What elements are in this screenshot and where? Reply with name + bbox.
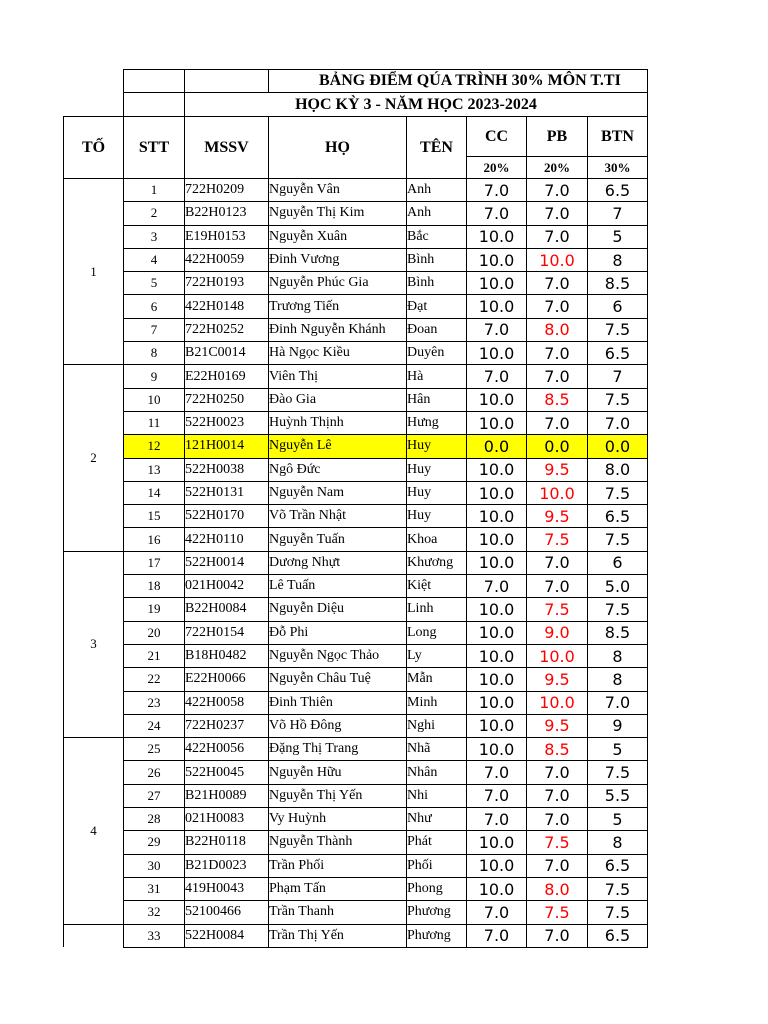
stt-cell: 18 (124, 575, 185, 598)
given-name-cell: Đạt (407, 295, 467, 318)
given-name-cell: Hưng (407, 411, 467, 434)
mssv-cell: 021H0083 (185, 808, 269, 831)
stt-cell: 17 (124, 551, 185, 574)
table-row (64, 831, 648, 854)
given-name-cell: Khương (407, 551, 467, 574)
surname-cell: Đặng Thị Trang (269, 738, 407, 761)
cc-score-cell: 10.0 (467, 854, 527, 877)
pb-score-cell: 7.0 (527, 924, 588, 947)
mssv-cell: 722H0209 (185, 179, 269, 202)
btn-score-cell: 7.5 (588, 761, 648, 784)
table-row (64, 248, 648, 271)
pb-score-cell: 7.5 (527, 831, 588, 854)
header-btn-weight: 30% (588, 157, 648, 179)
cc-score-cell: 7.0 (467, 761, 527, 784)
header-mssv: MSSV (185, 117, 269, 179)
sheet-title: BẢNG ĐIỂM QÚA TRÌNH 30% MÔN T.TI (269, 70, 648, 93)
btn-score-cell: 8 (588, 831, 648, 854)
cc-score-cell: 10.0 (467, 691, 527, 714)
pb-score-cell: 7.0 (527, 202, 588, 225)
header-row (64, 117, 648, 157)
table-row (64, 668, 648, 691)
btn-score-cell: 6.5 (588, 505, 648, 528)
mssv-cell: 021H0042 (185, 575, 269, 598)
btn-score-cell: 7.5 (588, 388, 648, 411)
header-pb: PB (527, 117, 588, 157)
given-name-cell: Hân (407, 388, 467, 411)
mssv-cell: 422H0059 (185, 248, 269, 271)
btn-score-cell: 5 (588, 738, 648, 761)
pb-score-cell: 7.0 (527, 784, 588, 807)
cc-score-cell: 10.0 (467, 528, 527, 551)
btn-score-cell: 6.5 (588, 924, 648, 947)
table-row (64, 784, 648, 807)
table-row (64, 365, 648, 388)
table-row (64, 854, 648, 877)
pb-score-cell: 8.5 (527, 738, 588, 761)
mssv-cell: 419H0043 (185, 877, 269, 900)
surname-cell: Phạm Tấn (269, 877, 407, 900)
btn-score-cell: 8 (588, 644, 648, 667)
given-name-cell: Kiệt (407, 575, 467, 598)
mssv-cell: B21H0089 (185, 784, 269, 807)
given-name-cell: Phương (407, 924, 467, 947)
cc-score-cell: 10.0 (467, 342, 527, 365)
stt-cell: 3 (124, 225, 185, 248)
btn-score-cell: 6 (588, 551, 648, 574)
table-row (64, 901, 648, 924)
btn-score-cell: 7.5 (588, 901, 648, 924)
pb-score-cell: 9.5 (527, 714, 588, 737)
table-row (64, 738, 648, 761)
header-to: TỐ (64, 117, 124, 179)
cc-score-cell: 7.0 (467, 924, 527, 947)
cc-score-cell: 10.0 (467, 877, 527, 900)
pb-score-cell: 7.0 (527, 295, 588, 318)
btn-score-cell: 8.5 (588, 621, 648, 644)
given-name-cell: Anh (407, 179, 467, 202)
surname-cell: Võ Trần Nhật (269, 505, 407, 528)
mssv-cell: E22H0066 (185, 668, 269, 691)
btn-score-cell: 5.5 (588, 784, 648, 807)
pb-score-cell: 7.0 (527, 225, 588, 248)
pb-score-cell: 7.0 (527, 854, 588, 877)
surname-cell: Đỗ Phi (269, 621, 407, 644)
table-row (64, 179, 648, 202)
cc-score-cell: 10.0 (467, 458, 527, 481)
btn-score-cell: 6.5 (588, 854, 648, 877)
mssv-cell: 522H0023 (185, 411, 269, 434)
title-row-1 (64, 70, 648, 93)
group-number: 1 (64, 179, 124, 365)
pb-score-cell: 10.0 (527, 481, 588, 504)
mssv-cell: E19H0153 (185, 225, 269, 248)
surname-cell: Trần Thanh (269, 901, 407, 924)
pb-score-cell: 7.0 (527, 179, 588, 202)
btn-score-cell: 6.5 (588, 342, 648, 365)
mssv-cell: 121H0014 (185, 435, 269, 458)
given-name-cell: Mẫn (407, 668, 467, 691)
mssv-cell: 422H0058 (185, 691, 269, 714)
given-name-cell: Nhi (407, 784, 467, 807)
cc-score-cell: 7.0 (467, 575, 527, 598)
header-cc: CC (467, 117, 527, 157)
mssv-cell: B22H0084 (185, 598, 269, 621)
table-row (64, 458, 648, 481)
table-row (64, 435, 648, 458)
pb-score-cell: 7.5 (527, 598, 588, 621)
stt-cell: 8 (124, 342, 185, 365)
stt-cell: 22 (124, 668, 185, 691)
btn-score-cell: 6 (588, 295, 648, 318)
stt-cell: 11 (124, 411, 185, 434)
stt-cell: 23 (124, 691, 185, 714)
given-name-cell: Bình (407, 272, 467, 295)
btn-score-cell: 7.5 (588, 877, 648, 900)
pb-score-cell: 9.5 (527, 505, 588, 528)
given-name-cell: Phương (407, 901, 467, 924)
mssv-cell: 52100466 (185, 901, 269, 924)
given-name-cell: Phối (407, 854, 467, 877)
given-name-cell: Hà (407, 365, 467, 388)
stt-cell: 26 (124, 761, 185, 784)
btn-score-cell: 8 (588, 248, 648, 271)
surname-cell: Nguyễn Thành (269, 831, 407, 854)
table-row (64, 761, 648, 784)
btn-score-cell: 6.5 (588, 179, 648, 202)
header-ho: HỌ (269, 117, 407, 179)
title-row-2 (64, 93, 648, 117)
mssv-cell: E22H0169 (185, 365, 269, 388)
stt-cell: 6 (124, 295, 185, 318)
stt-cell: 14 (124, 481, 185, 504)
cc-score-cell: 7.0 (467, 318, 527, 341)
surname-cell: Nguyễn Tuấn (269, 528, 407, 551)
pb-score-cell: 7.0 (527, 411, 588, 434)
pb-score-cell: 10.0 (527, 691, 588, 714)
pb-score-cell: 7.0 (527, 342, 588, 365)
given-name-cell: Khoa (407, 528, 467, 551)
pb-score-cell: 9.5 (527, 668, 588, 691)
given-name-cell: Huy (407, 481, 467, 504)
table-row (64, 598, 648, 621)
surname-cell: Ngô Đức (269, 458, 407, 481)
header-ten: TÊN (407, 117, 467, 179)
table-row (64, 225, 648, 248)
cc-score-cell: 10.0 (467, 225, 527, 248)
stt-cell: 21 (124, 644, 185, 667)
pb-score-cell: 8.0 (527, 877, 588, 900)
cc-score-cell: 10.0 (467, 738, 527, 761)
btn-score-cell: 5.0 (588, 575, 648, 598)
given-name-cell: Đoan (407, 318, 467, 341)
btn-score-cell: 5 (588, 225, 648, 248)
surname-cell: Viên Thị (269, 365, 407, 388)
stt-cell: 19 (124, 598, 185, 621)
stt-cell: 29 (124, 831, 185, 854)
semester-title: HỌC KỲ 3 - NĂM HỌC 2023-2024 (185, 93, 648, 117)
stt-cell: 2 (124, 202, 185, 225)
btn-score-cell: 7.5 (588, 481, 648, 504)
pb-score-cell: 7.0 (527, 575, 588, 598)
stt-cell: 12 (124, 435, 185, 458)
group-number: 4 (64, 738, 124, 924)
given-name-cell: Huy (407, 458, 467, 481)
given-name-cell: Phong (407, 877, 467, 900)
mssv-cell: B18H0482 (185, 644, 269, 667)
mssv-cell: B22H0123 (185, 202, 269, 225)
cc-score-cell: 10.0 (467, 248, 527, 271)
cc-score-cell: 10.0 (467, 621, 527, 644)
surname-cell: Nguyễn Lê (269, 435, 407, 458)
stt-cell: 20 (124, 621, 185, 644)
surname-cell: Nguyễn Diệu (269, 598, 407, 621)
table-row (64, 528, 648, 551)
table-row (64, 202, 648, 225)
stt-cell: 28 (124, 808, 185, 831)
table-row (64, 481, 648, 504)
cc-score-cell: 10.0 (467, 295, 527, 318)
pb-score-cell: 7.0 (527, 808, 588, 831)
table-row (64, 877, 648, 900)
pb-score-cell: 7.5 (527, 528, 588, 551)
pb-score-cell: 0.0 (527, 435, 588, 458)
surname-cell: Trần Thị Yến (269, 924, 407, 947)
mssv-cell: 722H0252 (185, 318, 269, 341)
surname-cell: Đào Gia (269, 388, 407, 411)
cc-score-cell: 10.0 (467, 272, 527, 295)
pb-score-cell: 8.0 (527, 318, 588, 341)
given-name-cell: Ly (407, 644, 467, 667)
stt-cell: 5 (124, 272, 185, 295)
pb-score-cell: 10.0 (527, 248, 588, 271)
surname-cell: Nguyễn Ngọc Thảo (269, 644, 407, 667)
cc-score-cell: 7.0 (467, 808, 527, 831)
stt-cell: 13 (124, 458, 185, 481)
pb-score-cell: 7.0 (527, 365, 588, 388)
stt-cell: 15 (124, 505, 185, 528)
pb-score-cell: 9.0 (527, 621, 588, 644)
stt-cell: 24 (124, 714, 185, 737)
cc-score-cell: 10.0 (467, 831, 527, 854)
table-row (64, 272, 648, 295)
cc-score-cell: 7.0 (467, 784, 527, 807)
btn-score-cell: 7.5 (588, 598, 648, 621)
surname-cell: Nguyễn Phúc Gia (269, 272, 407, 295)
cc-score-cell: 10.0 (467, 668, 527, 691)
pb-score-cell: 8.5 (527, 388, 588, 411)
stt-cell: 4 (124, 248, 185, 271)
table-row (64, 714, 648, 737)
given-name-cell: Bắc (407, 225, 467, 248)
surname-cell: Nguyễn Thị Yến (269, 784, 407, 807)
btn-score-cell: 5 (588, 808, 648, 831)
stt-cell: 16 (124, 528, 185, 551)
mssv-cell: 522H0014 (185, 551, 269, 574)
cc-score-cell: 10.0 (467, 644, 527, 667)
surname-cell: Vy Huỳnh (269, 808, 407, 831)
stt-cell: 30 (124, 854, 185, 877)
table-row (64, 551, 648, 574)
mssv-cell: 522H0131 (185, 481, 269, 504)
cc-score-cell: 10.0 (467, 551, 527, 574)
group-number: 3 (64, 551, 124, 737)
stt-cell: 7 (124, 318, 185, 341)
surname-cell: Trần Phối (269, 854, 407, 877)
given-name-cell: Huy (407, 505, 467, 528)
surname-cell: Huỳnh Thịnh (269, 411, 407, 434)
surname-cell: Nguyễn Thị Kim (269, 202, 407, 225)
surname-cell: Võ Hồ Đông (269, 714, 407, 737)
mssv-cell: 522H0045 (185, 761, 269, 784)
given-name-cell: Như (407, 808, 467, 831)
cc-score-cell: 10.0 (467, 388, 527, 411)
table-row (64, 295, 648, 318)
table-row (64, 621, 648, 644)
given-name-cell: Duyên (407, 342, 467, 365)
given-name-cell: Anh (407, 202, 467, 225)
given-name-cell: Minh (407, 691, 467, 714)
table-row (64, 411, 648, 434)
pb-score-cell: 10.0 (527, 644, 588, 667)
btn-score-cell: 0.0 (588, 435, 648, 458)
cc-score-cell: 7.0 (467, 901, 527, 924)
mssv-cell: B21C0014 (185, 342, 269, 365)
surname-cell: Nguyễn Xuân (269, 225, 407, 248)
table-row (64, 342, 648, 365)
btn-score-cell: 7.0 (588, 691, 648, 714)
stt-cell: 10 (124, 388, 185, 411)
given-name-cell: Nhã (407, 738, 467, 761)
cc-score-cell: 10.0 (467, 598, 527, 621)
surname-cell: Trương Tiến (269, 295, 407, 318)
cc-score-cell: 7.0 (467, 365, 527, 388)
table-row (64, 505, 648, 528)
group-number (64, 924, 124, 947)
given-name-cell: Long (407, 621, 467, 644)
mssv-cell: 422H0056 (185, 738, 269, 761)
cc-score-cell: 10.0 (467, 481, 527, 504)
mssv-cell: 422H0110 (185, 528, 269, 551)
stt-cell: 25 (124, 738, 185, 761)
given-name-cell: Huy (407, 435, 467, 458)
btn-score-cell: 7.5 (588, 528, 648, 551)
given-name-cell: Bình (407, 248, 467, 271)
btn-score-cell: 8 (588, 668, 648, 691)
table-row (64, 388, 648, 411)
group-number: 2 (64, 365, 124, 551)
mssv-cell: 422H0148 (185, 295, 269, 318)
stt-cell: 31 (124, 877, 185, 900)
header-btn: BTN (588, 117, 648, 157)
surname-cell: Lê Tuấn (269, 575, 407, 598)
surname-cell: Nguyễn Châu Tuệ (269, 668, 407, 691)
given-name-cell: Nghi (407, 714, 467, 737)
stt-cell: 1 (124, 179, 185, 202)
table-row (64, 691, 648, 714)
cc-score-cell: 7.0 (467, 202, 527, 225)
cc-score-cell: 10.0 (467, 411, 527, 434)
table-row (64, 318, 648, 341)
pb-score-cell: 9.5 (527, 458, 588, 481)
surname-cell: Đinh Vương (269, 248, 407, 271)
mssv-cell: 722H0237 (185, 714, 269, 737)
surname-cell: Nguyễn Vân (269, 179, 407, 202)
btn-score-cell: 8.0 (588, 458, 648, 481)
surname-cell: Nguyễn Hữu (269, 761, 407, 784)
mssv-cell: 722H0250 (185, 388, 269, 411)
surname-cell: Dương Nhựt (269, 551, 407, 574)
surname-cell: Đinh Nguyễn Khánh (269, 318, 407, 341)
table-row (64, 644, 648, 667)
mssv-cell: 722H0154 (185, 621, 269, 644)
given-name-cell: Linh (407, 598, 467, 621)
stt-cell: 9 (124, 365, 185, 388)
mssv-cell: 522H0038 (185, 458, 269, 481)
given-name-cell: Phát (407, 831, 467, 854)
cc-score-cell: 10.0 (467, 714, 527, 737)
header-stt: STT (124, 117, 185, 179)
given-name-cell: Nhân (407, 761, 467, 784)
pb-score-cell: 7.0 (527, 551, 588, 574)
cc-score-cell: 10.0 (467, 505, 527, 528)
table-row (64, 575, 648, 598)
btn-score-cell: 7.0 (588, 411, 648, 434)
pb-score-cell: 7.5 (527, 901, 588, 924)
btn-score-cell: 8.5 (588, 272, 648, 295)
cc-score-cell: 7.0 (467, 179, 527, 202)
mssv-cell: 522H0084 (185, 924, 269, 947)
stt-cell: 27 (124, 784, 185, 807)
mssv-cell: 722H0193 (185, 272, 269, 295)
table-row (64, 808, 648, 831)
header-pb-weight: 20% (527, 157, 588, 179)
surname-cell: Hà Ngọc Kiều (269, 342, 407, 365)
header-cc-weight: 20% (467, 157, 527, 179)
btn-score-cell: 7 (588, 365, 648, 388)
btn-score-cell: 7 (588, 202, 648, 225)
surname-cell: Nguyễn Nam (269, 481, 407, 504)
stt-cell: 33 (124, 924, 185, 947)
table-row (64, 924, 648, 947)
mssv-cell: 522H0170 (185, 505, 269, 528)
cc-score-cell: 0.0 (467, 435, 527, 458)
pb-score-cell: 7.0 (527, 272, 588, 295)
stt-cell: 32 (124, 901, 185, 924)
mssv-cell: B22H0118 (185, 831, 269, 854)
grade-table (63, 69, 648, 948)
mssv-cell: B21D0023 (185, 854, 269, 877)
surname-cell: Đinh Thiên (269, 691, 407, 714)
btn-score-cell: 9 (588, 714, 648, 737)
pb-score-cell: 7.0 (527, 761, 588, 784)
btn-score-cell: 7.5 (588, 318, 648, 341)
